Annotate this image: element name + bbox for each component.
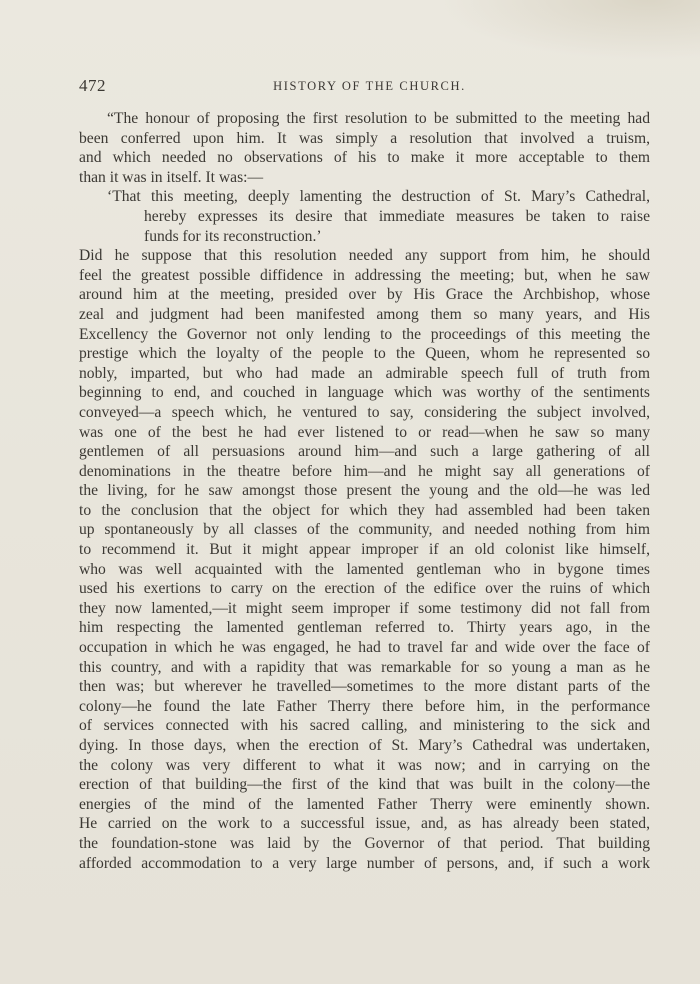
text-line: denominations in the theatre before him—and he might say all generations of xyxy=(79,462,650,480)
text-line: was one of the best he had ever listened to or read—when he saw so many xyxy=(79,423,650,441)
text-line: who was well acquainted with the lamented gentleman who in bygone times xyxy=(79,560,650,578)
text-line: beginning to end, and couched in language which was worthy of the sentiments xyxy=(79,384,650,402)
text-line: occupation in which he was engaged, he had to travel far and wide over the face of xyxy=(79,639,650,657)
page-header xyxy=(79,76,650,100)
text-line: they now lamented,—it might seem improper if some testimony did not fall from xyxy=(79,599,650,617)
text-line: the living, for he saw amongst those present the young and the old—he was led xyxy=(79,482,650,500)
text-line: Excellency the Governor not only lending to the proceedings of this meeting the xyxy=(79,325,650,343)
text-line: the colony was very different to what it was now; and in carrying on the xyxy=(79,756,650,774)
text-line: prestige which the loyalty of the people to the Queen, whom he represented so xyxy=(79,345,650,363)
page-stain xyxy=(440,0,700,60)
body-text xyxy=(79,109,650,873)
text-line: used his exertions to carry on the erection of the edifice over the ruins of which xyxy=(79,580,650,598)
text-line: energies of the mind of the lamented Father Therry were eminently shown. xyxy=(79,795,650,813)
text-line: this country, and with a rapidity that was remarkable for so young a man as he xyxy=(79,658,650,676)
text-line: around him at the meeting, presided over by His Grace the Archbishop, whose xyxy=(79,286,650,304)
text-line: up spontaneously by all classes of the community, and needed nothing from him xyxy=(79,521,650,539)
text-line: colony—he found the late Father Therry there before him, in the performance xyxy=(79,697,650,715)
text-line: hereby expresses its desire that immediate measures be taken to raise xyxy=(144,207,650,225)
text-line: been conferred upon him. It was simply a resolution that involved a truism, xyxy=(79,129,650,147)
text-line: He carried on the work to a successful issue, and, as has already been stated, xyxy=(79,815,650,833)
text-line: “The honour of proposing the first resolution to be submitted to the meeting had xyxy=(107,110,650,127)
running-title: HISTORY OF THE CHURCH. xyxy=(273,79,466,93)
page-number: 472 xyxy=(79,76,106,95)
text-line: conveyed—a speech which, he ventured to say, considering the subject involved, xyxy=(79,403,650,421)
text-line: and which needed no observations of his to make it more acceptable to them xyxy=(79,149,650,167)
text-line: Did he suppose that this resolution needed any support from him, he should xyxy=(79,247,650,265)
text-line: feel the greatest possible diffidence in addressing the meeting; but, when he saw xyxy=(79,266,650,284)
text-line: to recommend it. But it might appear improper if an old colonist like himself, xyxy=(79,541,650,559)
text-line: afforded accommodation to a very large number of persons, and, if such a work xyxy=(79,854,650,872)
text-line: then was; but wherever he travelled—sometimes to the more distant parts of the xyxy=(79,678,650,696)
text-line: to the conclusion that the object for which they had assembled had been taken xyxy=(79,501,650,519)
text-line: him respecting the lamented gentleman referred to. Thirty years ago, in the xyxy=(79,619,650,637)
text-line: gentlemen of all persuasions around him—and such a large gathering of all xyxy=(79,443,650,461)
text-line: dying. In those days, when the erection of St. Mary’s Cathedral was undertaken, xyxy=(79,737,650,754)
text-line: ‘That this meeting, deeply lamenting the destruction of St. Mary’s Cathedral, xyxy=(107,188,650,206)
text-line: funds for its reconstruction.’ xyxy=(144,227,322,245)
text-line: nobly, imparted, but who had made an admirable speech full of truth from xyxy=(79,364,650,382)
text-line: than it was in itself. It was:— xyxy=(79,168,264,186)
text-line: erection of that building—the first of the kind that was built in the colony—the xyxy=(79,776,650,794)
text-line: zeal and judgment had been manifested among them so many years, and His xyxy=(79,305,650,323)
text-line: the foundation-stone was laid by the Governor of that period. That building xyxy=(79,834,650,852)
text-line: of services connected with his sacred calling, and ministering to the sick and xyxy=(79,717,650,735)
